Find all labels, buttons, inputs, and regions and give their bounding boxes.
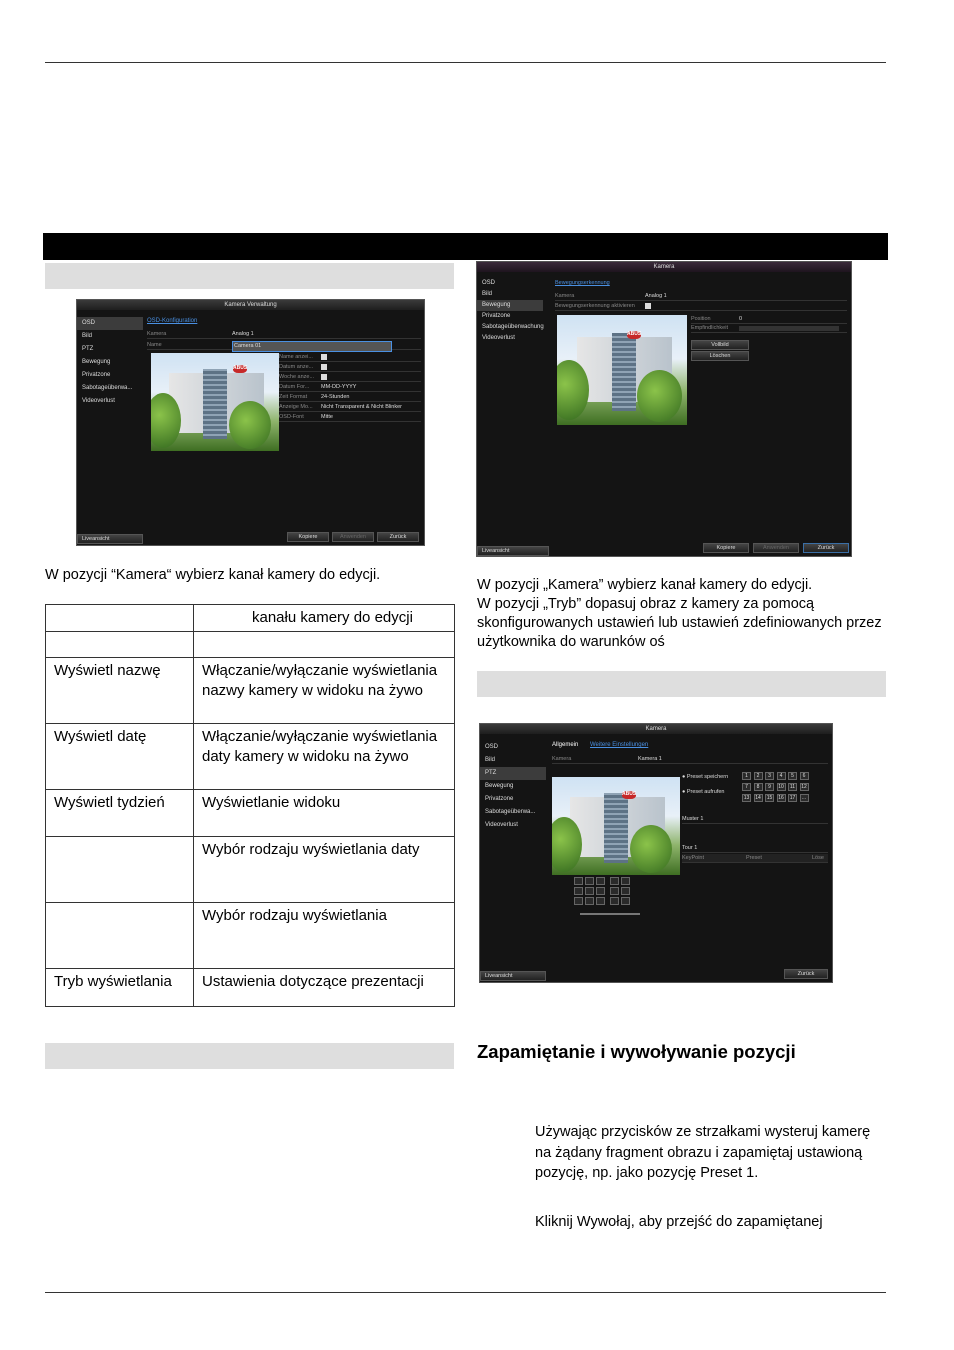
- field-row-camera: Kamera Kamera 1: [552, 755, 828, 764]
- sensitivity-slider[interactable]: [739, 326, 839, 331]
- preset-key[interactable]: 1: [742, 772, 751, 780]
- delete-button[interactable]: Löschen: [691, 351, 749, 361]
- ptz-up-left-key[interactable]: [574, 877, 583, 885]
- preset-key[interactable]: ...: [800, 794, 809, 802]
- ptz-down-right-key[interactable]: [596, 897, 605, 905]
- back-button[interactable]: Zurück: [377, 532, 419, 542]
- camera-preview-image: ABUS: [557, 315, 687, 425]
- show-week-checkbox[interactable]: [321, 374, 327, 380]
- live-view-button[interactable]: Liveansicht: [77, 534, 143, 544]
- camera-select[interactable]: Kamera 1: [638, 756, 662, 762]
- menu-item-bild[interactable]: Bild: [482, 291, 493, 297]
- preset-key[interactable]: 3: [765, 772, 774, 780]
- camera-select[interactable]: Analog 1: [645, 293, 667, 299]
- zoom-in-key[interactable]: [610, 877, 619, 885]
- camera-preview-image: ABUS: [552, 777, 680, 875]
- ptz-up-right-key[interactable]: [596, 877, 605, 885]
- focus-far-key[interactable]: [621, 887, 630, 895]
- preset-key[interactable]: 6: [800, 772, 809, 780]
- copy-button[interactable]: Kopiere: [287, 532, 329, 542]
- tour-table-header: KeyPoint Preset Löse: [682, 854, 828, 863]
- tab-more-settings[interactable]: Weitere Einstellungen: [590, 742, 649, 748]
- screenshot-ptz: [479, 723, 833, 983]
- show-name-checkbox[interactable]: [321, 354, 327, 360]
- menu-item-ptz[interactable]: PTZ: [480, 767, 546, 780]
- bottom-rule: [45, 1292, 886, 1293]
- settings-table: [45, 604, 455, 1007]
- osd-config-link[interactable]: OSD-Konfiguration: [147, 318, 198, 324]
- preset-key[interactable]: 13: [743, 795, 750, 801]
- table-row: Wyświetl datę Włączanie/wyłączanie wyświetlania daty kamery w widoku na żywo: [46, 724, 455, 790]
- ptz-right-key[interactable]: [596, 887, 605, 895]
- table-row: Wyświetl nazwę Włączanie/wyłączanie wyświetlania nazwy kamery w widoku na żywo: [46, 658, 455, 724]
- menu-item-privatzone[interactable]: Privatzone: [482, 313, 511, 319]
- live-view-button[interactable]: Liveansicht: [480, 971, 546, 981]
- pattern-select[interactable]: Muster 1: [682, 815, 828, 824]
- menu-item-ptz[interactable]: PTZ: [82, 346, 94, 352]
- live-view-button[interactable]: Liveansicht: [477, 546, 549, 556]
- fullscreen-button[interactable]: Vollbild: [691, 340, 749, 350]
- menu-item-osd[interactable]: OSD: [482, 280, 496, 286]
- menu-item-osd[interactable]: OSD: [485, 744, 499, 750]
- table-row: Wybór rodzaju wyświetlania daty: [46, 837, 455, 903]
- side-row-position: Position 0: [691, 315, 847, 324]
- field-row-camera: Kamera Analog 1: [147, 330, 421, 339]
- ptz-left-key[interactable]: [574, 887, 583, 895]
- menu-item-sabotage[interactable]: Sabotageüberwa...: [485, 809, 536, 815]
- back-button[interactable]: Zurück: [803, 543, 849, 553]
- preset-key[interactable]: 15: [766, 795, 773, 801]
- preset-key[interactable]: 12: [801, 784, 807, 790]
- menu-item-osd[interactable]: OSD: [77, 317, 143, 330]
- preset-key[interactable]: 11: [789, 784, 796, 790]
- menu-item-bewegung[interactable]: Bewegung: [477, 300, 543, 311]
- preset-call-radio[interactable]: ● Preset aufrufen: [682, 789, 725, 795]
- subsection-bar-left-bottom: [45, 1043, 454, 1069]
- camera-caption: W pozycji “Kamera“ wybierz kanał kamery do edycji.: [45, 567, 381, 583]
- step-2-text: Kliknij Wywołaj, aby przejść do zapamiętanej: [535, 1214, 823, 1230]
- tour-select[interactable]: Tour 1: [682, 844, 828, 853]
- side-menu: [477, 278, 543, 344]
- table-row: Wybór rodzaju wyświetlania: [46, 903, 455, 969]
- preset-key[interactable]: 10: [778, 784, 784, 790]
- menu-item-bild[interactable]: Bild: [82, 333, 93, 339]
- preset-key[interactable]: 14: [755, 795, 761, 801]
- table-row: Wyświetl tydzień Wyświetlanie widoku: [46, 790, 455, 837]
- top-rule: [45, 62, 886, 63]
- menu-item-bewegung[interactable]: Bewegung: [82, 359, 111, 365]
- field-row-name: Name Camera 01: [147, 341, 421, 350]
- section-header-bar: [43, 233, 888, 260]
- show-date-checkbox[interactable]: [321, 364, 327, 370]
- menu-item-videoverlust[interactable]: Videoverlust: [485, 822, 518, 828]
- display-mode-select[interactable]: Nicht Transparent & Nicht Blinker: [321, 404, 403, 410]
- osd-font-select[interactable]: Mitte: [321, 414, 333, 420]
- mode-paragraph: W pozycji „Kamera” wybierz kanał kamery do edycji. W pozycji „Tryb” dopasuj obraz z kamery za pomocą skonfigurowanych ustawień lub ustawień zdefiniowanych przez użytkownika do warunków oś: [477, 577, 882, 650]
- preset-key[interactable]: 4: [777, 772, 786, 780]
- preset-key[interactable]: 16: [778, 795, 784, 801]
- copy-button[interactable]: Kopiere: [703, 543, 749, 553]
- preset-key[interactable]: 8: [754, 783, 763, 791]
- time-format-select[interactable]: 24-Stunden: [321, 394, 350, 400]
- menu-item-sabotage[interactable]: Sabotageüberwa...: [82, 385, 133, 391]
- step-1-text: Używając przycisków ze strzałkami wysteruj kamerę na żądany fragment obrazu i zapamiętaj ustawioną pozycję, np. jako pozycję Preset 1.: [535, 1124, 871, 1181]
- preset-key[interactable]: 7: [742, 783, 751, 791]
- motion-link[interactable]: Bewegungserkennung: [555, 280, 610, 286]
- name-input[interactable]: Camera 01: [232, 341, 392, 352]
- zoom-out-key[interactable]: [621, 877, 630, 885]
- menu-item-videoverlust[interactable]: Videoverlust: [82, 398, 115, 404]
- table-row: [46, 632, 455, 658]
- preset-key[interactable]: 2: [754, 772, 763, 780]
- menu-item-videoverlust[interactable]: Videoverlust: [482, 335, 515, 341]
- table-row: kanału kamery do edycji: [46, 605, 455, 632]
- window-title: Kamera: [480, 724, 832, 734]
- preset-save-radio[interactable]: ● Preset speichern: [682, 774, 729, 780]
- camera-preview-image: ABUS: [151, 353, 279, 451]
- camera-select[interactable]: Analog 1: [232, 331, 254, 337]
- ptz-down-left-key[interactable]: [574, 897, 583, 905]
- side-menu: [77, 317, 143, 408]
- section-heading: Zapamiętanie i wywoływanie pozycji: [477, 1041, 796, 1062]
- iris-close-key[interactable]: [621, 897, 630, 905]
- preset-key[interactable]: 9: [765, 783, 774, 791]
- screenshot-osd-config: Kamera Verwaltung OSD Bild PTZ Bewegung Privatzone Sabotageüberwa... Videoverlust OSD-Konfiguration Kamera Analog 1 Name Camera 01 ABUS Name anzei... Datum anze... Woche anze... Datum For... MM-DD-YYYY Zeit Format 24-Stunden Anzeige Mo... Nicht Transparent & Nicht Blinker OSD-Font Mitte Liveansicht Kopiere Anwenden Zurück: [76, 299, 425, 546]
- apply-button[interactable]: Anwenden: [753, 543, 799, 553]
- date-format-select[interactable]: MM-DD-YYYY: [321, 384, 357, 390]
- ptz-down-key[interactable]: [585, 897, 594, 905]
- side-row-sensitivity: Empfindlichkeit: [691, 324, 847, 333]
- back-button[interactable]: Zurück: [784, 969, 828, 979]
- menu-item-privatzone[interactable]: Privatzone: [485, 796, 514, 802]
- menu-item-privatzone[interactable]: Privatzone: [82, 372, 111, 378]
- table-row: Tryb wyświetlania Ustawienia dotyczące prezentacji: [46, 969, 455, 1007]
- ptz-speed-slider[interactable]: [580, 913, 640, 915]
- side-menu: [480, 741, 546, 832]
- apply-button[interactable]: Anwenden: [332, 532, 374, 542]
- preset-key[interactable]: 17: [789, 795, 796, 801]
- tab-general[interactable]: Allgemein: [552, 742, 579, 748]
- menu-item-bewegung[interactable]: Bewegung: [485, 783, 514, 789]
- enable-motion-checkbox[interactable]: [645, 303, 651, 309]
- ptz-center-key[interactable]: [585, 887, 594, 895]
- menu-item-bild[interactable]: Bild: [485, 757, 496, 763]
- screenshot-motion-detection: [476, 261, 852, 557]
- iris-open-key[interactable]: [610, 897, 619, 905]
- ptz-up-key[interactable]: [585, 877, 594, 885]
- menu-item-sabotage[interactable]: Sabotageüberwachung: [482, 324, 544, 330]
- subsection-bar-osd: [45, 263, 454, 289]
- window-title: Kamera: [477, 262, 851, 272]
- window-title: Kamera Verwaltung: [77, 300, 424, 310]
- field-row-enable: Bewegungserkennung aktivieren: [555, 302, 847, 311]
- preset-key[interactable]: 5: [788, 772, 797, 780]
- subsection-bar-ptz: [477, 671, 886, 697]
- focus-near-key[interactable]: [610, 887, 619, 895]
- field-row-camera: Kamera Analog 1: [555, 292, 847, 301]
